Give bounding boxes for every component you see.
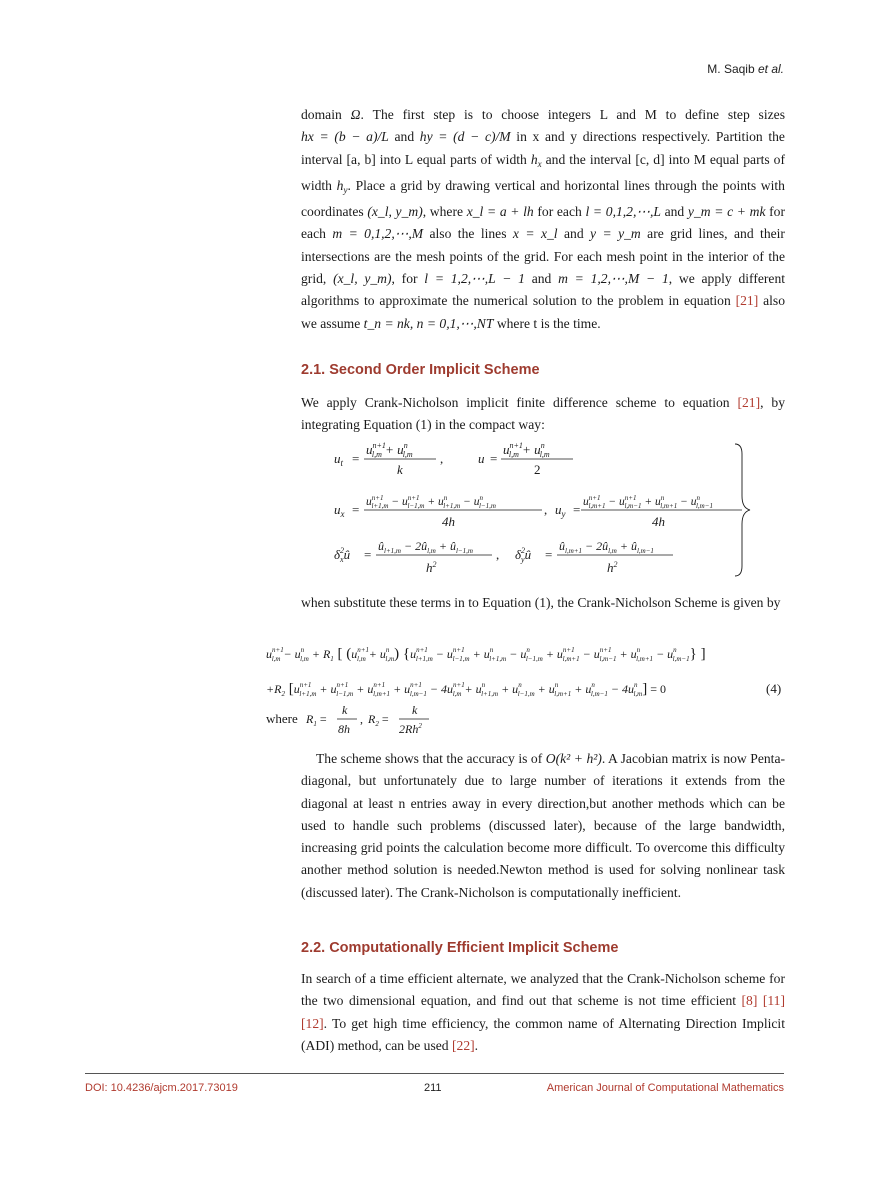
svg-text:h2: $h^2$	[426, 560, 437, 575]
footer-doi[interactable]: DOI: 10.4236/ajcm.2017.73019	[85, 1082, 238, 1094]
paragraph-substitute: when substitute these terms in to Equation (1), the Crank-Nicholson Scheme is given by	[301, 595, 781, 610]
math-xl: x_l = a + lh	[466, 204, 534, 220]
svg-text:R1 =: $R_1$ =	[306, 712, 327, 728]
section-heading-2-2: 2.2. Computationally Efficient Implicit Scheme	[301, 940, 619, 956]
citation-21-b[interactable]: [21]	[737, 395, 761, 410]
text-span: , we apply different algorithms to approximate the numerical solution to the problem in equation	[301, 271, 786, 309]
svg-text:+R2 [un+1l+1,m + un+1l−1,m + u: $+R_2$ [$u^{n+1}$ $l+1,m + u^{n+1}$ $l-1,m + u^{n+1}$ $l,m+1 + u^{n+1}$ $l,m-1 - 4u^{n+1}$ $l,m + u^n$ $l+1,m + u^n$ $l-1,m + u^n$ $l,m+1 + u^n$ $l,m-1 - 4u^n$ l,m] = 0	[266, 681, 666, 698]
svg-text:=: =	[545, 547, 553, 562]
paragraph-crank-nicholson-intro	[301, 392, 785, 437]
equation-difference-terms	[330, 440, 770, 580]
svg-text:=: =	[364, 547, 372, 562]
svg-text:ûl+1,m − 2ûl,m + ûl−1,m: $û_{l+1,m}$ − $2û_{l,m}$ + $û_{l-1,m}$	[378, 539, 473, 555]
text-span: .	[474, 1037, 479, 1053]
svg-text:2: 2	[534, 462, 541, 477]
paragraph-scheme-accuracy	[301, 748, 785, 904]
svg-text:un+1l+1,m − un+1l−1,m + unl+1,: $u^{n+1}$ $l+1,m - u^{n+1}$ $l-1,m + u^n$ $l+1,m - u^n$ l−1,m	[366, 494, 496, 510]
text-span: and	[557, 226, 591, 242]
text-span: in x and y directions respectively. Partition the interval [a, b] into L equal parts of width	[301, 129, 785, 167]
math-hx-sub: x	[537, 158, 542, 169]
math-hx: hx = (b − a)/L	[301, 129, 389, 145]
citation-21[interactable]: [21]	[735, 293, 759, 309]
svg-text:,: ,	[496, 547, 500, 562]
svg-text:uy: $u_y$	[555, 502, 566, 519]
svg-text:2Rh2: 2Rh$^2$	[399, 722, 422, 736]
text-span: where t is the time.	[493, 315, 601, 331]
math-hx-symbol	[531, 152, 542, 167]
svg-text:R2 =: $R_2$ =	[368, 712, 389, 728]
math-yeq: y = y_m	[590, 226, 641, 242]
svg-text:,: ,	[544, 502, 548, 517]
footer-journal-name[interactable]: American Journal of Computational Mathematics	[546, 1082, 784, 1094]
text-span: also we assume	[301, 293, 786, 331]
svg-text:8h: 8h	[338, 722, 350, 736]
math-lint: l = 1,2,⋯,L − 1	[424, 271, 525, 287]
svg-text:un+1l,m − unl,m + R1 [ (un+1l,: $u^{n+1}$ $l,m - u^n$ $l,m + R_1$ [ ($u^{n+1}$ $l,m + u^n$ l,m) {$u^{n+1}$ $l+1,m - u^{n+1}$ $l-1,m + u^n$ $l+1,m - u^n$ $l-1,m + u^{n+1}$ $l,m+1 - u^{n+1}$ $l,m-1 + u^n$ $l,m+1 - u^n$ l,m−1} ]	[266, 646, 706, 663]
text-span: and	[388, 129, 420, 145]
math-xeq: x = x_l	[512, 226, 558, 242]
text-span: We apply Crank-Nicholson implicit finite difference scheme to equation	[301, 395, 738, 410]
math-hy: hy = (d − c)/M	[419, 129, 511, 145]
text-span: and	[660, 204, 688, 220]
text-span: and	[524, 271, 559, 287]
svg-text:where: where	[266, 711, 298, 726]
equation-number: (4)	[766, 681, 782, 696]
svg-text:k: k	[342, 703, 348, 717]
text-span: . To get high time efficiency, the common name of Alternating Direction Implicit (ADI) method, can be used	[301, 1015, 785, 1053]
svg-text:,: ,	[440, 451, 444, 466]
text-span: In search of a time efficient alternate, we analyzed that the Crank-Nicholson scheme for the two dimensional equation, and find out that scheme is not time efficient	[301, 971, 785, 1009]
text-span: are grid lines, and their intersections are the mesh points of the grid. For each mesh point in the interior of the grid,	[301, 226, 785, 287]
math-tn: t_n = nk, n = 0,1,⋯,NT	[363, 315, 494, 331]
equation-4	[266, 636, 796, 746]
citation-11[interactable]: [11]	[762, 993, 785, 1009]
math-lrange: l = 0,1,2,⋯,L	[585, 204, 661, 220]
text-span: also the lines	[423, 226, 513, 242]
text-span: , for	[391, 271, 425, 287]
text-span: . The first step is to choose integers L and M to define step sizes	[360, 107, 785, 122]
text-span: domain	[301, 107, 351, 122]
svg-text:u: u	[478, 451, 485, 466]
svg-text:ux: $u_x$	[334, 502, 345, 519]
svg-text:h2: $h^2$	[607, 560, 618, 575]
svg-text:=: =	[352, 502, 360, 517]
svg-text:k: k	[397, 462, 403, 477]
svg-text:,: ,	[360, 712, 363, 726]
citation-22[interactable]: [22]	[452, 1037, 475, 1053]
text-span: . A Jacobian matrix is now Penta-diagonal, but unfortunately due to large number of iterations it extends from the diagonal at least n entries away in every direction,but another methods which can be used to handle such problems (discussed later), because of the large bandwidth, increasing grid points the calculation become more difficult. To overcome this difficulty another method solution is needed.Newton method is used for solving nonlinear task (discussed later). The Crank-Nicholson is computationally inefficient.	[301, 751, 786, 900]
svg-text:δ2xû: $\delta^2$ xû	[334, 546, 351, 564]
text-span: for each	[301, 204, 786, 242]
svg-text:ut: $u_t$	[334, 451, 344, 468]
text-span: The scheme shows that the accuracy is of	[316, 751, 546, 766]
section-heading-2-1: 2.1. Second Order Implicit Scheme	[301, 362, 540, 378]
math-order: O(k² + h²)	[545, 751, 602, 766]
math-hx-sym: h	[530, 151, 538, 167]
math-coord: (x_l, y_m)	[367, 204, 423, 220]
math-omega: Ω	[350, 107, 361, 122]
paragraph-grid-definition	[301, 104, 785, 335]
math-ym: y_m = c + mk	[687, 204, 766, 220]
svg-text:un+1l,m + unl,m: $u^{n+1}$ $l,m + u^n$ l,m	[503, 441, 550, 459]
citation-12[interactable]: [12]	[301, 1015, 324, 1031]
svg-text:un+1l,m + unl,m: $u^{n+1}$ $l,m + u^n$ l,m	[366, 441, 413, 459]
svg-text:=: =	[490, 451, 498, 466]
footer-divider	[85, 1073, 784, 1074]
svg-text:ûl,m+1 − 2ûl,m + ûl,m−1: $û_{l,m+1}$ − $2û_{l,m}$ + $û_{l,m-1}$	[559, 539, 654, 555]
running-head-author: M. Saqib	[707, 62, 758, 76]
text-span: , where	[422, 204, 467, 220]
svg-text:δ2yû: $\delta^2$ yû	[515, 546, 532, 564]
math-coord-2: (x_l, y_m)	[333, 271, 392, 287]
running-head-etal: et al.	[757, 62, 784, 76]
footer-page-number: 211	[424, 1082, 442, 1094]
text-span: . Place a grid by drawing vertical and horizontal lines through the points with coordinates	[301, 177, 785, 220]
svg-text:=: =	[573, 502, 581, 517]
svg-text:4h: 4h	[652, 514, 665, 529]
paragraph-efficient-alternate	[301, 968, 785, 1057]
math-hy-symbol	[337, 178, 348, 193]
text-span: and the interval [c, d] into M equal parts of width	[301, 151, 785, 193]
svg-text:un+1l,m+1 − un+1l,m−1 + unl,m+: $u^{n+1}$ $l,m+1 - u^{n+1}$ $l,m-1 + u^n$ $l,m+1 - u^n$ l,m−1	[583, 494, 713, 510]
svg-text:k: k	[412, 703, 418, 717]
text-span: for each	[533, 204, 586, 220]
text-span: , by integrating Equation (1) in the compact way:	[301, 395, 785, 433]
running-head	[707, 62, 784, 76]
svg-text:4h: 4h	[442, 514, 455, 529]
math-hy-sym: h	[336, 177, 344, 193]
math-mint: m = 1,2,⋯,M − 1	[558, 271, 669, 287]
math-mrange: m = 0,1,2,⋯,M	[332, 226, 424, 242]
math-hy-sub: y	[343, 184, 348, 195]
citation-8[interactable]: [8]	[741, 993, 758, 1009]
svg-text:=: =	[352, 451, 360, 466]
